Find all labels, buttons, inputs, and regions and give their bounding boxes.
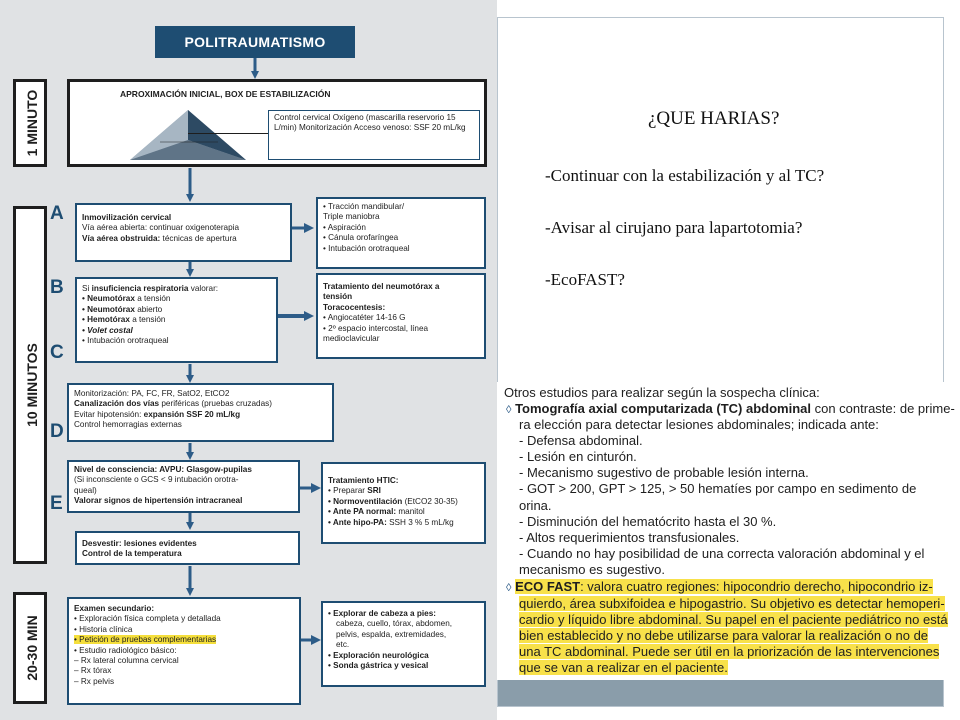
box-c-circulacion xyxy=(67,383,334,442)
box-a-line2b: continuar oxigenoterapia xyxy=(147,223,240,233)
box-a-right-item: • Intubación orotraqueal xyxy=(323,243,410,253)
letter-c: C xyxy=(50,342,64,363)
excerpt-eco-line: una TC abdominal. Puede ser útil en la priorización de las intervenciones xyxy=(519,644,940,659)
excerpt-tc-item: - Altos requerimientos transfusionales. xyxy=(519,530,740,545)
box-sec-item: • Estudio radiológico básico: xyxy=(74,645,177,655)
excerpt-eco-line: que se van a realizar en el paciente. xyxy=(519,660,728,675)
box-a-right-item: • Aspiración xyxy=(323,222,366,232)
excerpt-tc-item: - Defensa abdominal. xyxy=(519,433,643,448)
box-sec-item: – Rx tórax xyxy=(74,666,112,676)
box-sec-title: Examen secundario: xyxy=(74,604,155,613)
box-b-intro-a: Si xyxy=(82,284,92,293)
aproximacion-list xyxy=(268,110,480,160)
letter-d: D xyxy=(50,421,64,442)
excerpt-eco-title: ECO FAST xyxy=(515,579,581,594)
box-sec-item: • Historia clínica xyxy=(74,624,133,634)
box-b-item3a: • Hemotórax xyxy=(82,315,130,325)
box-a-line3b: técnicas de apertura xyxy=(160,233,237,243)
question-title: ¿QUE HARIAS? xyxy=(648,108,780,129)
box-sec-item: – Rx pelvis xyxy=(74,676,115,686)
box-d-right-item3a: • Ante PA normal: xyxy=(328,507,397,517)
box-b-right-item: • 2º espacio intercostal, línea xyxy=(323,323,429,333)
excerpt-eco-line: : valora cuatro regiones: hipocondrio derecho, hipocondrio iz- xyxy=(580,579,933,594)
box-d-right-item4b: SSH 3 % 5 mL/kg xyxy=(386,517,454,527)
box-sec-right-detail: cabeza, cuello, tórax, abdomen, xyxy=(336,619,453,629)
box-d-line1: Nivel de consciencia: AVPU: Glasgow-pupilas xyxy=(74,465,252,474)
question-option: -EcoFAST? xyxy=(545,270,625,289)
box-a-right-item: • Tracción mandibular/ xyxy=(323,202,405,211)
box-d-right-item3b: manitol xyxy=(396,507,425,517)
box-sec-item-highlighted: • Petición de pruebas complementarias xyxy=(74,635,217,645)
box-b-right-item: medioclavicular xyxy=(323,334,380,344)
excerpt-tc-line: con contraste: de prime- xyxy=(810,401,955,416)
box-b-item3b: a tensión xyxy=(129,315,166,325)
triangle-connector xyxy=(188,133,268,134)
box-b-right-title1: Tratamiento del neumotórax a xyxy=(323,282,440,291)
box-d-right xyxy=(321,462,486,544)
box-sec-right-detail: etc. xyxy=(336,640,350,650)
triangle-icon xyxy=(122,106,254,164)
box-a-line2a: Vía aérea abierta: xyxy=(82,223,148,233)
excerpt-tc-item: - Cuando no hay posibilidad de una correcta valoración abdominal y el xyxy=(519,546,925,561)
excerpt-tc-title: Tomografía axial computarizada (TC) abdominal xyxy=(515,401,811,416)
box-e-line1: Desvestir: lesiones evidentes xyxy=(82,539,197,548)
box-d-line4: Valorar signos de hipertensión intracraneal xyxy=(74,496,243,506)
box-b-item4: • Volet costal xyxy=(82,325,133,335)
box-b-intro-b: insuficiencia respiratoria xyxy=(91,284,189,293)
excerpt-tc-item: - Disminución del hematócrito hasta el 30 %. xyxy=(519,514,777,529)
diamond-bullet-icon: ◊ xyxy=(506,582,512,594)
box-b-item2b: abierto xyxy=(134,304,163,314)
box-c-line4: Control hemorragias externas xyxy=(74,420,182,430)
box-d-right-item1a: • Preparar xyxy=(328,486,368,496)
aproximacion-item: Oxígeno (mascarilla reservorio 15 L/min) xyxy=(274,113,456,133)
aproximacion-item: Acceso venoso: SSF 20 mL/kg xyxy=(353,123,466,133)
box-d-right-item2a: • Normoventilación xyxy=(328,496,403,506)
letter-e: E xyxy=(50,493,63,514)
excerpt-heading: Otros estudios para realizar según la sospecha clínica: xyxy=(504,385,820,400)
box-b-item2a: • Neumotórax xyxy=(82,304,135,314)
diamond-bullet-icon: ◊ xyxy=(506,404,512,416)
question-option: -Continuar con la estabilización y al TC? xyxy=(545,166,825,185)
box-b-item5: • Intubación orotraqueal xyxy=(82,336,169,346)
box-sec-right-item3: • Sonda gástrica y vesical xyxy=(328,661,429,671)
box-c-line3a: Evitar hipotensión: xyxy=(74,409,144,419)
box-examen-secundario xyxy=(67,597,301,705)
box-e-line2: Control de la temperatura xyxy=(82,549,182,559)
box-c-line2a: Canalización dos vías xyxy=(74,399,160,409)
excerpt-tc-line: ra elección para detectar lesiones abdominales; indicada ante: xyxy=(519,417,879,432)
box-a-line3a: Vía aérea obstruida: xyxy=(82,233,161,243)
letter-a: A xyxy=(50,203,64,224)
box-d-neurologico xyxy=(67,460,300,513)
box-b-item1a: • Neumotórax xyxy=(82,294,135,304)
box-b-right-title3: Toracocentesis: xyxy=(323,302,386,312)
box-d-line3: queal) xyxy=(74,485,97,495)
box-b-right xyxy=(316,273,486,359)
box-b-intro-c: valorar: xyxy=(188,284,219,293)
aproximacion-title: APROXIMACIÓN INICIAL, BOX DE ESTABILIZACIÓN xyxy=(120,89,331,99)
box-a-right xyxy=(316,197,486,269)
box-b-item1b: a tensión xyxy=(134,294,171,304)
box-d-right-title: Tratamiento HTIC: xyxy=(328,476,399,485)
box-a-right-item: • Cánula orofaríngea xyxy=(323,233,399,243)
box-a-line1: Inmovilización cervical xyxy=(82,213,172,222)
excerpt-tc-item: - Mecanismo sugestivo de probable lesión interna. xyxy=(519,465,809,480)
flowchart-title: POLITRAUMATISMO xyxy=(155,26,355,58)
phase-label-20-30-min: 20-30 MIN xyxy=(24,615,40,681)
excerpt-eco-line: bien establecido y no debe utilizarse para valorar la realización o no de xyxy=(519,628,929,643)
letter-b: B xyxy=(50,277,64,298)
phase-label-1-minuto: 1 MINUTO xyxy=(24,89,40,157)
box-a-via-aerea xyxy=(75,203,292,262)
box-c-line3b: expansión SSF 20 mL/kg xyxy=(143,409,241,419)
box-d-right-item4a: • Ante hipo-PA: xyxy=(328,517,387,527)
slide-bottom-band xyxy=(498,680,943,706)
box-c-line2b: periféricas (pruebas cruzadas) xyxy=(159,399,272,409)
box-b-respiracion xyxy=(75,277,278,363)
box-d-line2: (Si inconsciente o GCS < 9 intubación orotra- xyxy=(74,475,239,485)
box-sec-right-detail: pelvis, espalda, extremidades, xyxy=(336,629,447,639)
box-sec-item: • Exploración física completa y detallada xyxy=(74,614,221,624)
clinical-studies-excerpt xyxy=(497,382,960,680)
question-option: -Avisar al cirujano para lapartotomia? xyxy=(545,218,803,237)
box-a-right-item: Triple maniobra xyxy=(323,212,380,222)
box-sec-right-item1: • Explorar de cabeza a pies: xyxy=(328,609,436,618)
box-d-right-item2b: (EtCO2 30-35) xyxy=(402,496,458,506)
box-b-right-title2: tensión xyxy=(323,292,353,302)
box-sec-item: – Rx lateral columna cervical xyxy=(74,656,179,666)
box-b-right-item: • Angiocatéter 14-16 G xyxy=(323,313,406,323)
excerpt-tc-item: orina. xyxy=(519,498,552,513)
excerpt-tc-item: - GOT > 200, GPT > 125, > 50 hematíes por campo en sedimento de xyxy=(519,481,917,496)
aproximacion-item: Control cervical xyxy=(274,113,331,122)
box-sec-right xyxy=(321,601,486,687)
box-e-exposicion xyxy=(75,531,300,565)
box-sec-right-item2: • Exploración neurológica xyxy=(328,650,429,660)
excerpt-tc-item: - Lesión en cinturón. xyxy=(519,449,637,464)
excerpt-eco-line: quierdo, área subxifoidea e hipogastrio. Su objetivo es detectar hemoperi- xyxy=(519,596,945,611)
phase-label-10-minutos: 10 MINUTOS xyxy=(24,343,40,427)
aproximacion-item: Monitorización xyxy=(299,123,352,133)
box-c-line1: Monitorización: PA, FC, FR, SatO2, EtCO2 xyxy=(74,389,230,398)
excerpt-tc-item: mecanismo es sugestivo. xyxy=(519,562,665,577)
excerpt-eco-line: cardio y líquido libre abdominal. Su papel en el paciente pediátrico no está xyxy=(519,612,948,627)
box-d-right-item1b: SRI xyxy=(367,486,381,496)
